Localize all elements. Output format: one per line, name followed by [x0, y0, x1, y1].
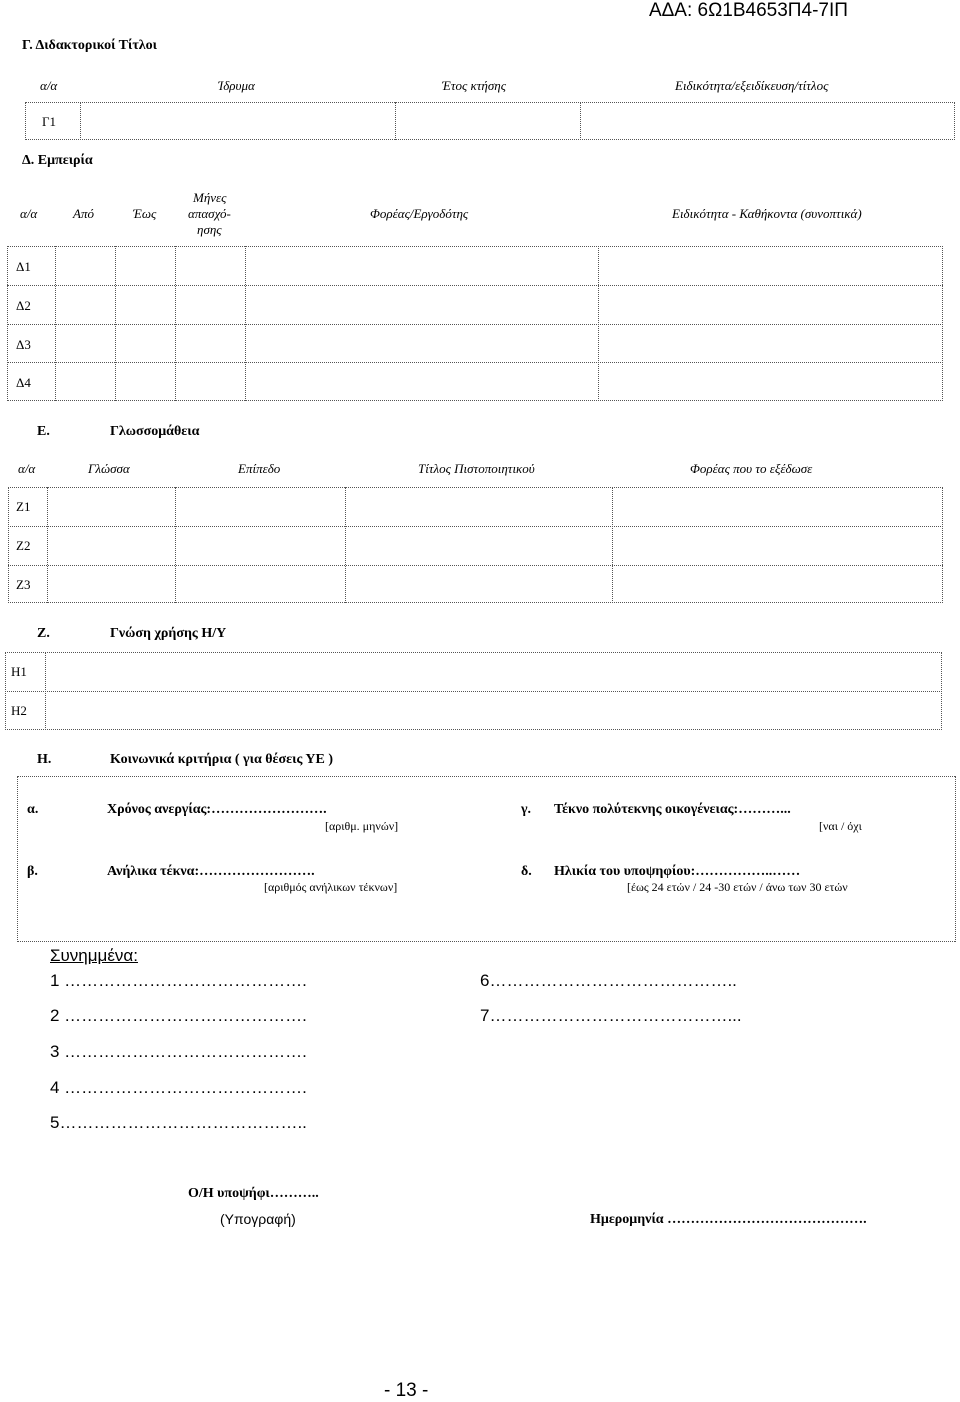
- g-year-input[interactable]: [397, 106, 577, 136]
- h-item-a-letter: α.: [27, 802, 39, 817]
- g-col-line: [80, 102, 81, 140]
- h-item-b-letter: β.: [27, 864, 38, 879]
- d-header-months-3: ησης: [197, 222, 222, 237]
- section-e-letter: Ε.: [37, 424, 50, 439]
- g-header-year: Έτος κτήσης: [442, 78, 506, 93]
- e-header-level: Επίπεδο: [238, 461, 281, 476]
- d-header-aa: α/α: [20, 206, 38, 221]
- attachment-line[interactable]: 2 …………………………………….: [50, 1006, 307, 1025]
- section-e-title: Γλωσσομάθεια: [110, 424, 200, 439]
- d-row-label: Δ4: [16, 375, 31, 390]
- page-number: - 13 -: [384, 1380, 429, 1401]
- e-row-line: [8, 526, 943, 527]
- d-header-employer: Φορέας/Εργοδότης: [370, 206, 469, 221]
- d-header-months-2: απασχό-: [188, 206, 231, 221]
- ada-code: ΑΔΑ: 6Ω1Β4653Π4-7ΙΠ: [648, 0, 848, 21]
- e-table: [8, 487, 943, 603]
- h-item-a-hint: [αριθμ. μηνών]: [325, 819, 399, 833]
- d-header-months-1: Μήνες: [193, 190, 227, 205]
- e-col-line: [345, 487, 346, 603]
- attachment-line[interactable]: 6……………………………………..: [480, 971, 737, 990]
- section-g-title: Γ. Διδακτορικοί Τίτλοι: [22, 38, 158, 53]
- g-row-label: Γ1: [42, 114, 57, 129]
- attachment-line[interactable]: 3 …………………………………….: [50, 1042, 307, 1061]
- section-h-title: Κοινωνικά κριτήρια ( για θέσεις ΥΕ ): [110, 752, 333, 767]
- z-row-label: Η2: [11, 703, 27, 718]
- d-header-duties: Ειδικότητα - Καθήκοντα (συνοπτικά): [672, 206, 862, 221]
- section-h-letter: Η.: [37, 752, 52, 767]
- h-item-d-label: Ηλικία του υποψηφίου:……………..……: [554, 864, 801, 879]
- h-item-d-letter: δ.: [521, 864, 532, 879]
- e-row-label: Ζ2: [16, 538, 31, 553]
- h-item-c-label: Τέκνο πολύτεκνης οικογένειας:………...: [554, 802, 791, 817]
- attachment-line[interactable]: 7……………………………………...: [480, 1006, 742, 1025]
- date-label: Ημερομηνία …………………………………….: [590, 1212, 867, 1227]
- section-z-title: Γνώση χρήσης Η/Υ: [110, 626, 227, 641]
- e-header-issuer: Φορέας που το εξέδωσε: [690, 461, 813, 476]
- attachment-line[interactable]: 4 …………………………………….: [50, 1078, 307, 1097]
- signature-label: (Υπογραφή): [220, 1211, 296, 1227]
- d-header-from: Από: [73, 206, 94, 221]
- e-row-label: Ζ3: [16, 577, 31, 592]
- e-header-aa: α/α: [18, 461, 36, 476]
- z-row-line: [5, 691, 942, 692]
- attachments-title: Συνημμένα:: [50, 946, 138, 965]
- h-item-b-label: Ανήλικα τέκνα:…………………….: [107, 864, 315, 879]
- candidate-label: Ο/Η υποψήφι………..: [188, 1186, 319, 1201]
- d-row-label: Δ3: [16, 337, 31, 352]
- g-specialty-input[interactable]: [582, 106, 952, 136]
- g-header-aa: α/α: [40, 78, 58, 93]
- d-row-label: Δ2: [16, 298, 31, 313]
- h-item-b-hint: [αριθμός ανήλικων τέκνων]: [264, 880, 398, 894]
- g-header-specialty: Ειδικότητα/εξειδίκευση/τίτλος: [675, 78, 829, 93]
- g-col-line: [580, 102, 581, 140]
- h-item-c-hint: [ναι / όχι: [819, 819, 862, 833]
- g-institution-input[interactable]: [82, 106, 392, 136]
- d-row-label: Δ1: [16, 259, 31, 274]
- e-col-line: [612, 487, 613, 603]
- e-header-certificate: Τίτλος Πιστοποιητικού: [418, 461, 535, 476]
- e-col-line: [175, 487, 176, 603]
- h-item-d-hint: [έως 24 ετών / 24 -30 ετών / άνω των 30 ετών: [627, 880, 848, 894]
- h-item-c-letter: γ.: [521, 802, 532, 817]
- attachment-line[interactable]: 1 …………………………………….: [50, 971, 307, 990]
- section-d-title: Δ. Εμπειρία: [22, 153, 93, 168]
- e-row-label: Ζ1: [16, 499, 31, 514]
- d-header-to: Έως: [133, 206, 157, 221]
- g-col-line: [395, 102, 396, 140]
- d-row-line: [7, 285, 943, 286]
- h-item-a-label: Χρόνος ανεργίας:…………………….: [107, 802, 327, 817]
- h-frame-right: [955, 776, 956, 942]
- e-col-line: [47, 487, 48, 603]
- h-frame-left: [17, 776, 18, 942]
- e-row-line: [8, 565, 943, 566]
- g-header-institution: Ίδρυμα: [218, 78, 255, 93]
- section-z-letter: Ζ.: [37, 626, 50, 641]
- h-frame: [17, 776, 955, 942]
- z-row-label: Η1: [11, 664, 27, 679]
- d-row-line: [7, 362, 943, 363]
- attachment-line[interactable]: 5……………………………………..: [50, 1113, 307, 1132]
- e-header-language: Γλώσσα: [88, 461, 130, 476]
- d-row-line: [7, 324, 943, 325]
